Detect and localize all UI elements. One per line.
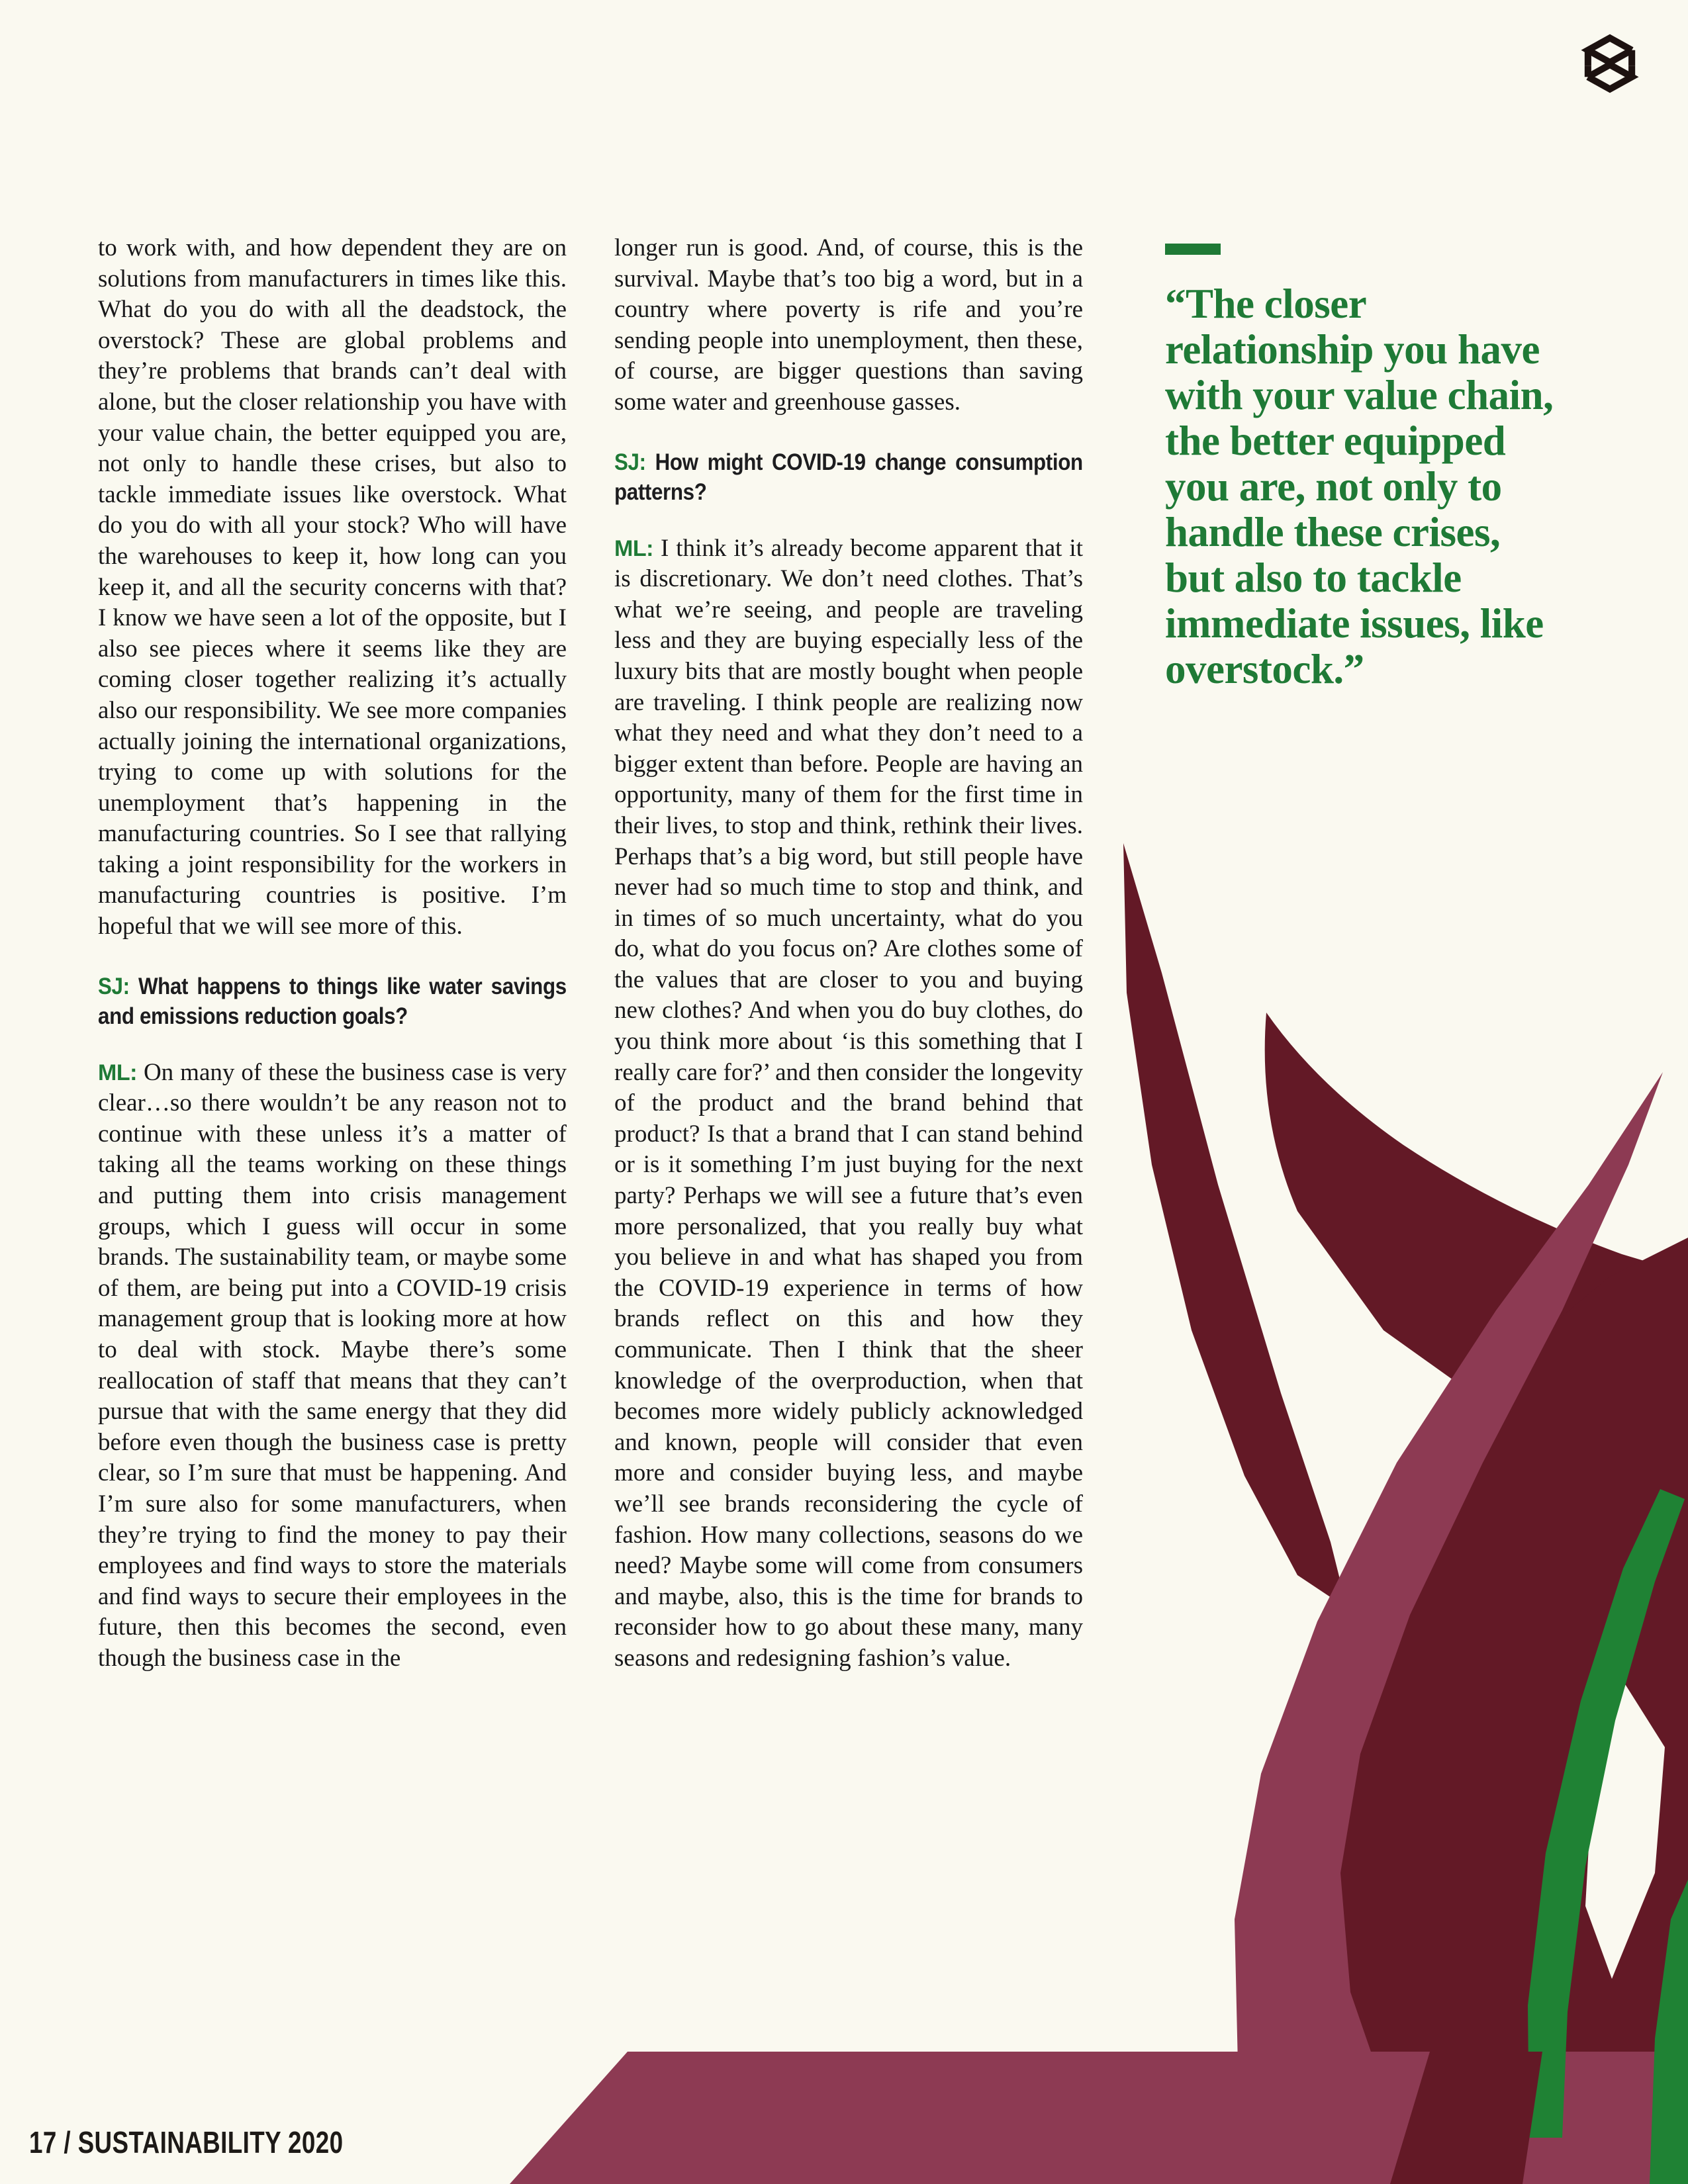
question-text-mid: How might COVID-19 change consumption patterns? bbox=[614, 449, 1083, 505]
speaker-tag-sj: SJ: bbox=[614, 449, 646, 475]
page-footer: 17 / SUSTAINABILITY 2020 bbox=[29, 2125, 344, 2160]
answer-text-mid: I think it’s already become apparent that it is discretionary. We don’t need clothes. That’s what we’re seeing, and people are traveling less and they are buying especially less of the luxury bits that are mostly bought when people are traveling. I think people are realizing now what they need and what they don’t need to a bigger extent than before. People are having an opportunity, many of them for the first time in their lives, to stop and think, rethink their lives. Perhaps that’s a big word, but still people have never had so much time to stop and think, and in times of so much uncertainty, what do you do, what do you focus on? Are clothes some of the values that are closer to you and buying new clothes? And when you do buy clothes, do you think more about ‘is this something that I really care for?’ and then consider the longevity of the product and the brand behind that product? Is that a brand that I can stand behind or is it something I’m just buying for the next party? Perhaps we will see a future that’s even more personalized, that you really buy what you believe in and what has shaped you from the COVID-19 experience in terms of how brands reflect on this and how they communicate. Then I think that the sheer knowledge of the overproduction, when that becomes more widely publicly acknowledged and known, people will consider that even more and consider buying less, and maybe we’ll see brands reconsidering the cycle of fashion. How many collections, seasons do we need? Maybe some will come from consumers and maybe, also, this is the time for brands to reconsider how to go about these many, many seasons and redesigning fashion’s value. bbox=[614, 534, 1083, 1672]
maroon-foreground-sliver bbox=[1390, 2052, 1542, 2184]
paragraph-mid-1: longer run is good. And, of course, this is the survival. Maybe that’s too big a word, but in a country where poverty is rife and you’re sending people into unemployment, then these, of course, are bigger questions than saving some water and greenhouse gasses. bbox=[614, 234, 1083, 416]
text-column-left bbox=[98, 233, 567, 1674]
question-heading-left bbox=[98, 972, 567, 1031]
cream-wedge-right bbox=[1585, 1681, 1665, 1979]
speaker-tag-ml: ML: bbox=[98, 1060, 137, 1085]
pull-quote-text: “The closer relationship you have with your value chain, the better equipped you are, not only to handle these crises, but also to tackle immediate issues, like overstock.” bbox=[1165, 281, 1554, 692]
mauve-petal-center bbox=[1235, 1072, 1663, 2184]
maroon-petal-upper bbox=[1265, 1013, 1688, 1476]
maroon-mass-lower-right bbox=[1278, 1238, 1688, 2184]
hexagon-s-monogram-logo bbox=[1579, 32, 1640, 95]
pull-quote-rule bbox=[1165, 244, 1221, 255]
question-text-left: What happens to things like water savings and emissions reduction goals? bbox=[98, 973, 567, 1029]
green-stem bbox=[1528, 1489, 1685, 2138]
answer-text-left: On many of these the business case is very clear…so there wouldn’t be any reason not to continue with these unless it’s a matter of taking all the teams working on these things and putting them into crisis management groups, which I guess will occur in some brands. The sustainability team, or maybe some of them, are being put into a COVID-19 crisis management group that is looking more at how to deal with stock. Maybe there’s some reallocation of staff that means that they can’t pursue that with the same energy that they did before even though the business case is pretty clear, so I’m sure that must be happening. And I’m sure also for some manufacturers, when they’re trying to find the money to pay their employees and find ways to store the materials and find ways to secure their employees in the future, then this becomes the second, even though the business case in the bbox=[98, 1058, 567, 1672]
answer-paragraph-left bbox=[98, 1058, 567, 1674]
speaker-tag-ml: ML: bbox=[614, 535, 653, 561]
question-heading-mid bbox=[614, 447, 1083, 507]
green-stem-edge bbox=[1650, 1880, 1688, 2184]
maroon-blade-left bbox=[1123, 843, 1347, 1608]
mauve-band-lower-left bbox=[510, 2052, 1688, 2184]
pull-quote bbox=[1165, 244, 1562, 692]
speaker-tag-sj: SJ: bbox=[98, 973, 130, 999]
answer-paragraph-mid bbox=[614, 533, 1083, 1674]
paragraph-left-1: to work with, and how dependent they are on solutions from manufacturers in times like this. What do you do with all the deadstock, the overstock? These are global problems and they’re problems that brands can’t deal with alone, but the closer relationship you have with your value chain, the better equipped you are, not only to handle these crises, but also to tackle immediate issues like overstock. What do you do with all your stock? Who will have the warehouses to keep it, how long can you keep it, and all the security concerns with that? I know we have seen a lot of the opposite, but I also see pieces where it seems like they are coming closer together realizing it’s actually also our responsibility. We see more companies actually joining the international organizations, trying to come up with solutions for the unemployment that’s happening in the manufacturing countries. So I see that rallying taking a joint responsibility for the workers in manufacturing countries is positive. I’m hopeful that we will see more of this. bbox=[98, 234, 567, 940]
text-column-middle bbox=[614, 233, 1083, 1674]
